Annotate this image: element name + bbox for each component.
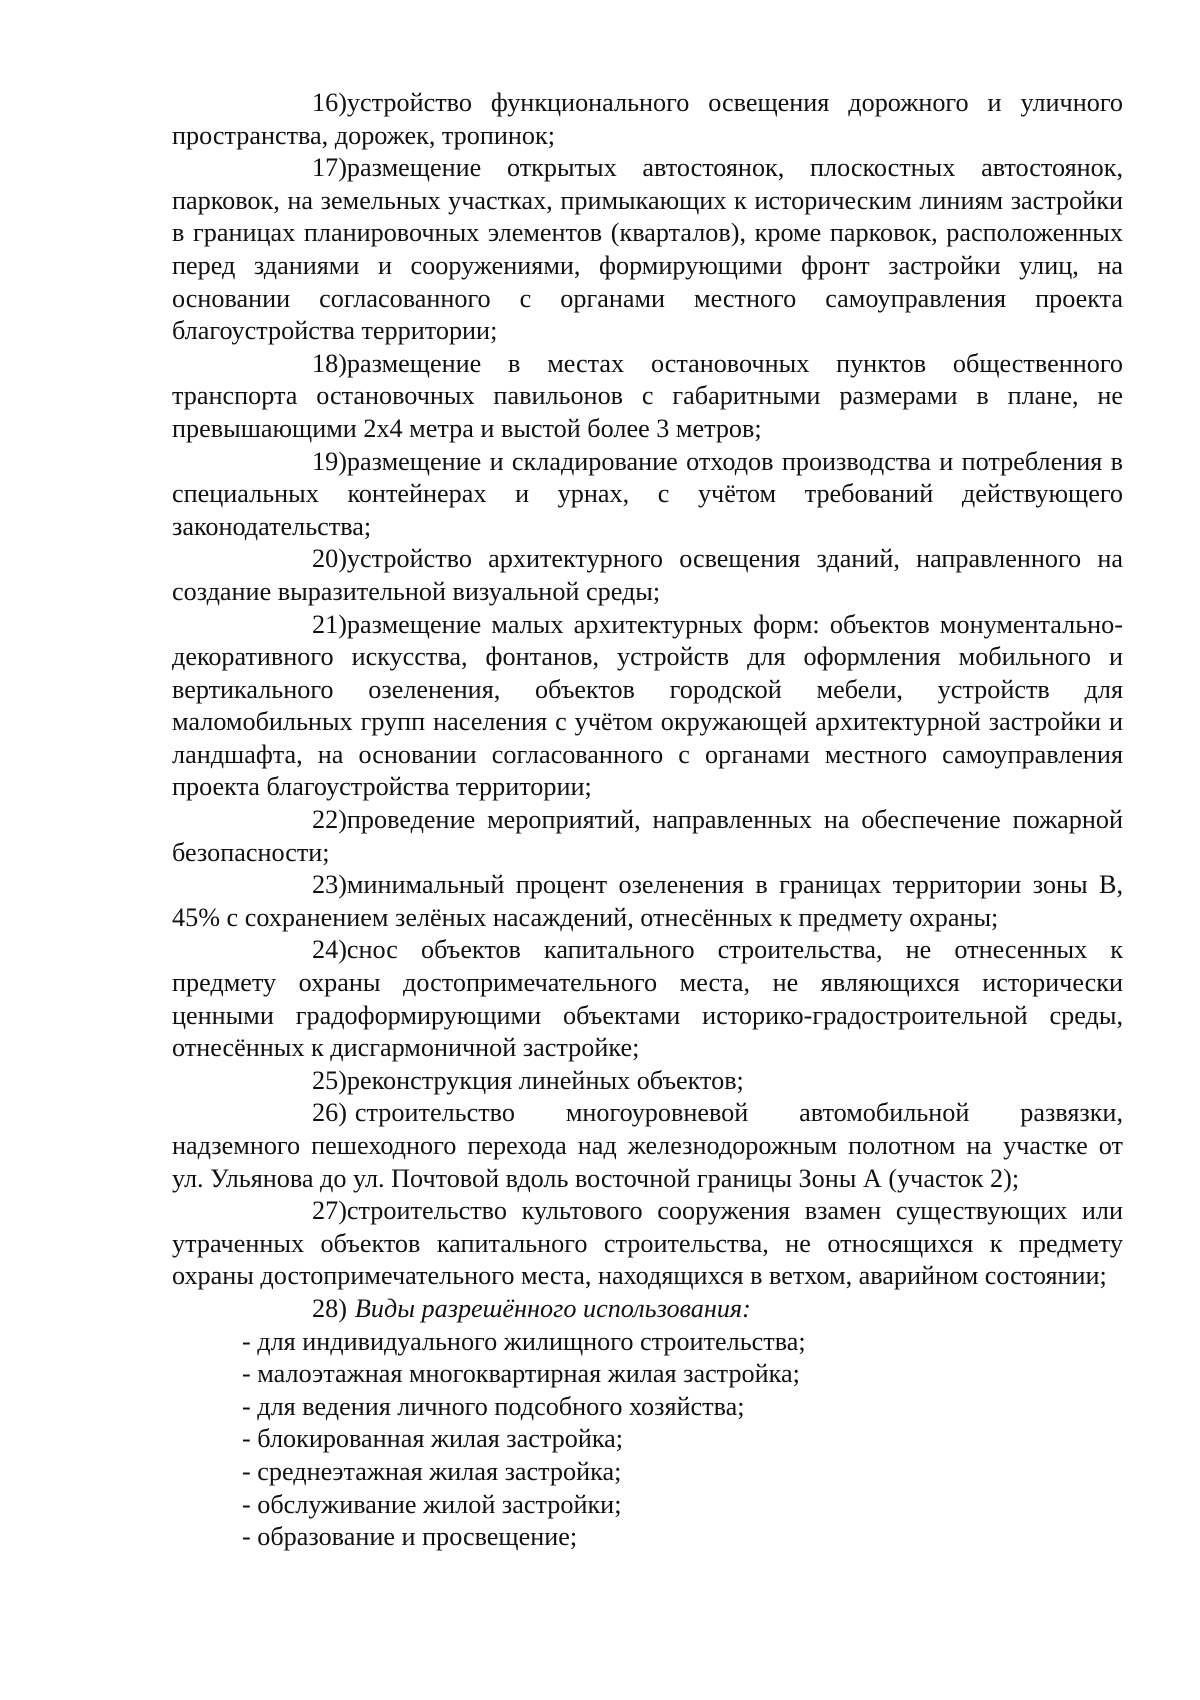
item-number: 27) [312, 1196, 347, 1226]
list-item-25 [172, 1065, 1123, 1098]
item-text: размещение и складирование отходов производства и потребления в специальных контейнерах и урнах, с учётом требований действующего законодательства; [172, 446, 1123, 541]
list-item-20 [172, 543, 1123, 608]
list-item: - образование и просвещение; [242, 1522, 578, 1552]
list-item: - для индивидуального жилищного строительства; [242, 1326, 806, 1356]
item-number: 18) [312, 348, 347, 378]
item-number: 22) [312, 805, 347, 835]
list-item: - малоэтажная многоквартирная жилая застройка; [242, 1359, 800, 1389]
item-number: 20) [312, 544, 347, 574]
permitted-use-list [172, 1326, 1123, 1554]
item-number: 17) [312, 153, 347, 183]
document-page [172, 87, 1123, 1554]
item-text: снос объектов капитального строительства, не отнесенных к предмету охраны достопримечательного места, не являющихся исторически ценными градоформирующими объектами историко-градостроительной среды, отнесённых к дисгармоничной застройке; [172, 935, 1123, 1063]
list-item-23 [172, 869, 1123, 934]
list-item-27 [172, 1195, 1123, 1293]
list-item: - среднеэтажная жилая застройка; [242, 1456, 622, 1486]
item-number: 19) [312, 446, 347, 476]
item-text: строительство культового сооружения взамен существующих или утраченных объектов капитального строительства, не относящихся к предмету охраны достопримечательного места, находящихся в ветхом, аварийном состоянии; [172, 1196, 1123, 1291]
list-item-19 [172, 446, 1123, 544]
list-item-24 [172, 934, 1123, 1064]
list-item-22 [172, 804, 1123, 869]
list-item: - для ведения личного подсобного хозяйства; [242, 1391, 745, 1421]
item-number: 24) [312, 935, 347, 965]
list-item-17 [172, 152, 1123, 348]
item-text: минимальный процент озеленения в границах территории зоны В, 45% с сохранением зелёных насаждений, отнесённых к предмету охраны; [172, 870, 1123, 932]
item-number: 25) [312, 1065, 347, 1095]
item-text: размещение малых архитектурных форм: объектов монументально-декоративного искусства, фонтанов, устройств для оформления мобильного и вертикального озеленения, объектов городской мебели, устройств для маломобильных групп населения с учётом окружающей архитектурной застройки и ландшафта, на основании согласованного с органами местного самоуправления проекта благоустройства территории; [172, 609, 1123, 802]
list-item-26 [172, 1097, 1123, 1195]
item-text: устройство функционального освещения дорожного и уличного пространства, дорожек, тропинок; [172, 88, 1123, 150]
item-number: 21) [312, 609, 347, 639]
item-number: 23) [312, 870, 347, 900]
item-text: размещение в местах остановочных пунктов общественного транспорта остановочных павильонов с габаритными размерами в плане, не превышающими 2х4 метра и выстой более 3 метров; [172, 348, 1123, 443]
item-text: размещение открытых автостоянок, плоскостных автостоянок, парковок, на земельных участках, примыкающих к историческим линиям застройки в границах планировочных элементов (кварталов), кроме парковок, расположенных перед зданиями и сооружениями, формирующими фронт застройки улиц, на основании согласованного с органами местного самоуправления проекта благоустройства территории; [172, 153, 1123, 346]
item-text: устройство архитектурного освещения зданий, направленного на создание выразительной визуальной среды; [172, 544, 1123, 606]
list-item: - обслуживание жилой застройки; [242, 1489, 622, 1519]
item-text: реконструкция линейных объектов; [346, 1065, 744, 1095]
item-number: 28) [312, 1293, 347, 1323]
item-number: 16) [312, 88, 347, 117]
item-text: проведение мероприятий, направленных на обеспечение пожарной безопасности; [172, 805, 1123, 867]
item-number: 26) [312, 1098, 347, 1128]
list-item-21 [172, 609, 1123, 805]
list-item-18 [172, 348, 1123, 446]
item-text: строительство многоуровневой автомобильной развязки, надземного пешеходного перехода над железнодорожным полотном на участке от ул. Ульянова до ул. Почтовой вдоль восточной границы Зоны А (участок 2); [172, 1098, 1123, 1193]
list-item: - блокированная жилая застройка; [242, 1424, 624, 1454]
list-item-16 [172, 87, 1123, 152]
list-item-28 [172, 1293, 1123, 1326]
permitted-use-heading: Виды разрешённого использования: [354, 1293, 751, 1323]
